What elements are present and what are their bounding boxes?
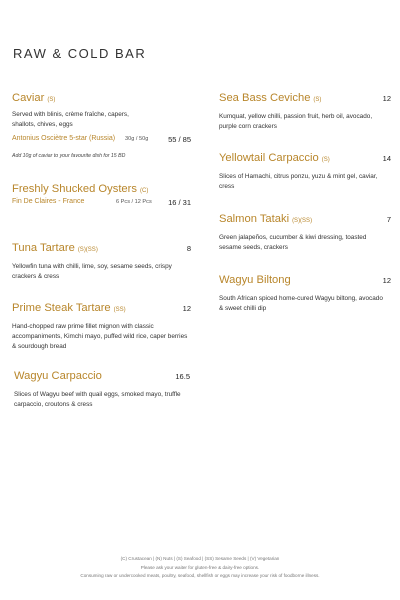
option-label: Antonius Osciètre 5-star (Russia) — [12, 135, 116, 142]
item-allergen-tag: (S) — [321, 157, 330, 163]
allergen-legend: (C) Crustacean | (N) Nuts | (S) Seafood | (SS) Sesame Seeds | (V) Vegetarian — [120, 556, 280, 561]
item-name-text: Caviar — [12, 92, 45, 104]
item-price: 7 — [386, 215, 391, 224]
item-option — [12, 198, 191, 210]
menu-item-tuna-tartare — [12, 242, 191, 282]
item-description: South African spiced home-cured Wagyu biltong, avocado & sweet chilli dip — [219, 295, 383, 312]
item-name-text: Yellowtail Carpaccio — [219, 152, 319, 164]
item-price: 12 — [182, 304, 191, 313]
item-description: Hand-chopped raw prime fillet mignon with classic accompaniments, Kimchi mayo, puffed wild rice, caper berries & sourdough bread — [12, 323, 188, 350]
option-price: 16 / 31 — [168, 198, 191, 207]
menu-item-sea-bass-ceviche — [219, 92, 391, 132]
item-name — [219, 274, 291, 286]
menu-item-wagyu-biltong — [219, 274, 391, 314]
menu-item-yellowtail-carpaccio — [219, 152, 391, 192]
item-price: 16.5 — [175, 372, 190, 381]
item-option — [12, 135, 191, 147]
item-price: 12 — [382, 276, 391, 285]
item-description: Slices of Wagyu beef with quail eggs, smoked mayo, truffle carpaccio, croutons & cress — [14, 391, 181, 408]
item-allergen-tag: (S)(SS) — [292, 218, 313, 224]
item-name — [219, 213, 312, 225]
menu-item-salmon-tataki — [219, 213, 391, 253]
menu-item-caviar — [12, 92, 191, 159]
item-description: Kumquat, yellow chilli, passion fruit, herb oil, avocado, purple corn crackers — [219, 113, 373, 130]
item-price: 8 — [186, 244, 191, 253]
item-allergen-tag: (S) — [47, 97, 56, 103]
section-title: RAW & COLD BAR — [13, 46, 147, 61]
item-name-text: Sea Bass Ceviche — [219, 92, 311, 104]
menu-item-wagyu-carpaccio — [14, 370, 190, 410]
health-disclaimer: Consuming raw or undercooked meats, poultry, seafood, shellfish or eggs may increase your risk of foodborne illness. — [80, 573, 320, 578]
item-name — [219, 92, 321, 104]
item-name — [12, 242, 98, 254]
item-name-text: Wagyu Carpaccio — [14, 370, 102, 382]
menu-footer — [40, 555, 360, 581]
item-name-text: Wagyu Biltong — [219, 274, 291, 286]
item-allergen-tag: (S)(SS) — [77, 247, 98, 253]
item-name-text: Salmon Tataki — [219, 213, 290, 225]
item-allergen-tag: (C) — [139, 188, 149, 194]
menu-item-steak-tartare — [12, 302, 191, 352]
item-price: 14 — [382, 154, 391, 163]
item-allergen-tag: (S) — [313, 97, 322, 103]
option-portion: 6 Pcs / 12 Pcs — [116, 199, 152, 205]
item-description: Slices of Hamachi, citrus ponzu, yuzu & mint gel, caviar, cress — [219, 173, 378, 190]
item-description: Yellowfin tuna with chilli, lime, soy, sesame seeds, crispy crackers & cress — [12, 263, 172, 280]
option-portion: 30g / 50g — [125, 136, 149, 142]
option-label: Fin De Claires - France — [12, 198, 85, 205]
item-note: Add 10g of caviar to your favourite dish for 15 BD — [12, 153, 126, 159]
dietary-note: Please ask your waiter for gluten-free & dairy-free options. — [140, 564, 260, 570]
item-allergen-tag: (SS) — [113, 307, 126, 313]
item-name — [12, 183, 148, 195]
item-description: Served with blinis, crème fraîche, capers, shallots, chives, eggs — [12, 111, 129, 128]
item-description: Green jalapeños, cucumber & kiwi dressing, toasted sesame seeds, crackers — [219, 234, 367, 251]
item-name-text: Tuna Tartare — [12, 242, 75, 254]
item-name — [219, 152, 330, 164]
item-name-text: Freshly Shucked Oysters — [12, 183, 137, 195]
item-name-text: Prime Steak Tartare — [12, 302, 111, 314]
item-name — [14, 370, 102, 382]
item-name — [12, 302, 126, 314]
item-price: 12 — [382, 94, 391, 103]
option-price: 55 / 85 — [168, 135, 191, 144]
menu-item-oysters — [12, 183, 191, 210]
item-name — [12, 92, 55, 104]
